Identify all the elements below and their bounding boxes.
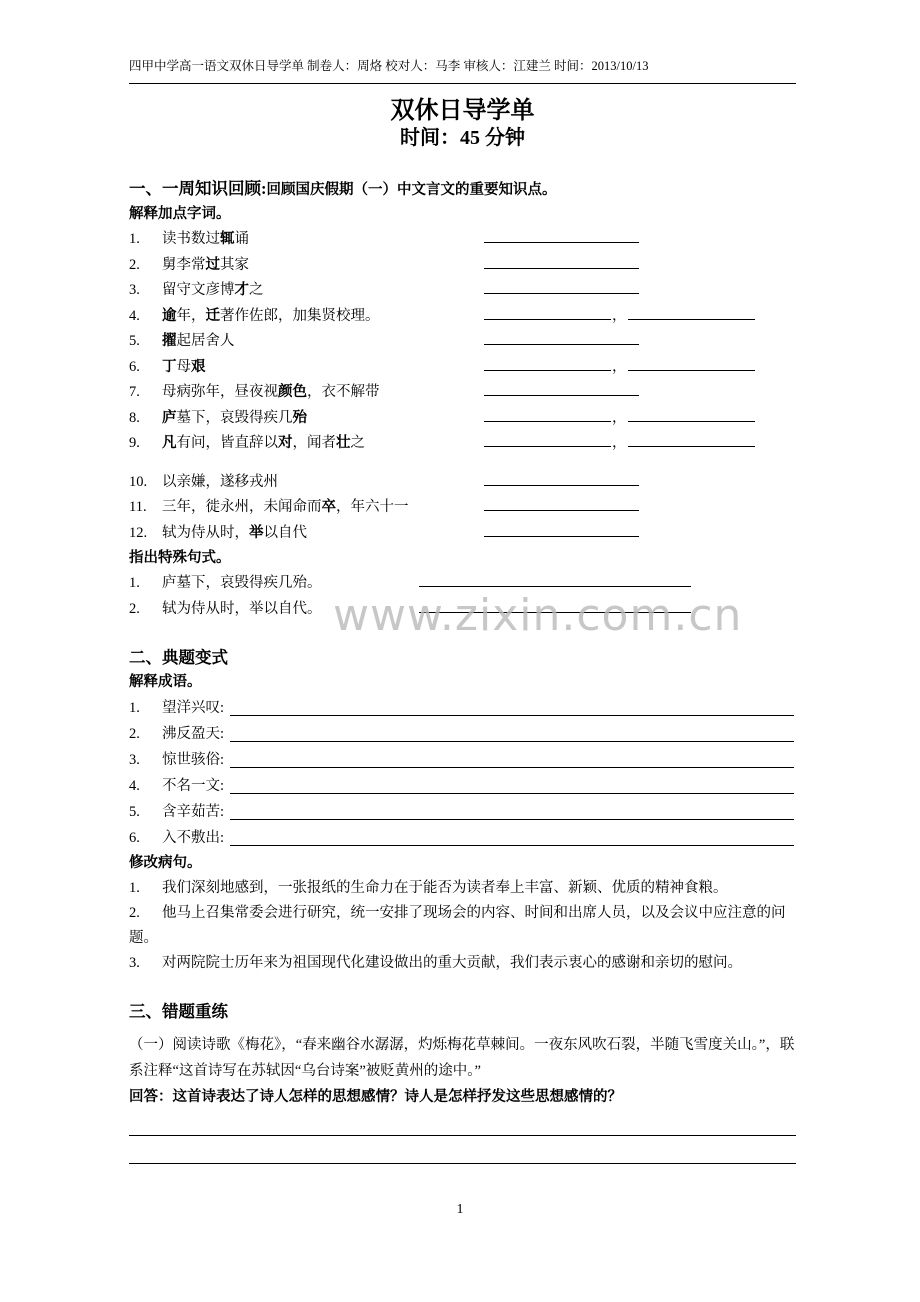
special-pattern-item — [129, 597, 796, 623]
special-item-text — [129, 571, 419, 597]
text-segment: 对 — [278, 435, 293, 451]
vocab-item-text — [129, 380, 484, 406]
item-number: 1. — [129, 700, 140, 716]
special-pattern-item — [129, 571, 796, 597]
answer-blank — [484, 228, 639, 243]
idiom-label: 入不敷出: — [162, 830, 225, 846]
title-block — [129, 96, 796, 151]
text-segment: 庐墓下，哀毁得疾几殆。 — [162, 575, 322, 591]
text-segment: 颜色 — [278, 384, 307, 400]
vocab-item-text — [129, 253, 484, 279]
idiom-item — [129, 799, 796, 825]
answer-blank — [484, 381, 639, 396]
special-pattern-list — [129, 571, 796, 622]
special-item-text — [129, 597, 419, 623]
answer-blank — [230, 715, 794, 716]
section1-desc: 回顾国庆假期（一）中文言文的重要知识点。 — [266, 182, 557, 198]
item-number: 3. — [129, 752, 140, 768]
document-page — [129, 56, 796, 1164]
answer-blank — [628, 356, 755, 371]
answer-blank — [419, 572, 691, 587]
answer-blank — [230, 767, 794, 768]
answer-blank — [230, 793, 794, 794]
text-segment: 之 — [249, 282, 264, 298]
vocab-item-text — [129, 406, 484, 432]
text-segment: 之 — [350, 435, 365, 451]
text-segment: 他马上召集常委会进行研究，统一安排了现场会的内容、时间和出席人员，以及会议中应注意的问题。 — [129, 905, 786, 946]
sentence-item — [129, 876, 796, 901]
answer-blank — [484, 305, 611, 320]
vocab-item-text — [129, 431, 484, 457]
item-number: 2. — [129, 905, 140, 921]
text-segment: 墓下，哀毁得疾几 — [176, 409, 293, 426]
item-number: 9. — [129, 435, 140, 451]
vocab-item — [129, 406, 796, 432]
text-segment: 丁 — [162, 358, 177, 375]
text-segment: 艰 — [191, 358, 206, 375]
idiom-label: 含辛茹苦: — [162, 804, 225, 820]
text-segment: 轼为侍从时， — [162, 524, 249, 541]
blank-separator: ， — [612, 409, 627, 426]
text-segment: 凡 — [162, 435, 177, 451]
text-segment: 起居舍人 — [176, 333, 235, 349]
vocab-item — [129, 355, 796, 381]
vocab-item-text — [129, 278, 484, 304]
answer-blank — [628, 305, 755, 320]
vocab-item-text — [129, 329, 484, 355]
text-segment: 逾 — [162, 307, 177, 324]
idiom-label: 惊世骇俗: — [162, 752, 225, 768]
text-segment: ，闻者 — [292, 435, 336, 451]
answer-blank — [484, 471, 639, 486]
answer-blank — [628, 432, 755, 447]
text-segment: 以自代 — [263, 524, 307, 541]
idiom-item — [129, 773, 796, 799]
idiom-label: 沸反盈天: — [162, 726, 225, 742]
vocab-item-text — [129, 304, 484, 330]
answer-blank — [628, 407, 755, 422]
text-segment: 擢 — [162, 333, 177, 349]
blank-separator: ， — [612, 307, 627, 324]
item-number: 8. — [129, 409, 140, 426]
answer-blank — [484, 432, 611, 447]
text-segment: 对两院院士历年来为祖国现代化建设做出的重大贡献，我们表示衷心的感谢和亲切的慰问。 — [162, 955, 742, 971]
idiom-item — [129, 747, 796, 773]
text-segment: 著作佐郎，加集贤校理。 — [220, 307, 380, 324]
item-number: 2. — [129, 726, 140, 742]
vocab-item — [129, 380, 796, 406]
text-segment: 三年，徙永州，未闻命而 — [162, 499, 322, 515]
item-number: 4. — [129, 778, 140, 794]
vocab-item — [129, 227, 796, 253]
text-segment: 迁 — [205, 307, 220, 324]
document-title: 双休日导学单 — [390, 98, 535, 124]
text-segment: 举 — [249, 524, 264, 541]
idiom-label: 不名一文: — [162, 778, 225, 794]
item-number: 2. — [129, 600, 140, 617]
answer-question: 回答：这首诗表达了诗人怎样的思想感情？诗人是怎样抒发这些思想感情的？ — [129, 1089, 622, 1105]
vocab-item — [129, 253, 796, 279]
vocab-item — [129, 329, 796, 355]
item-number: 10. — [129, 473, 148, 490]
vocab-item-text — [129, 495, 484, 521]
answer-blank — [230, 845, 794, 846]
idiom-list — [129, 695, 796, 851]
text-segment: 母 — [176, 358, 191, 375]
text-segment: 庐 — [162, 409, 177, 426]
vocab-item-text — [129, 227, 484, 253]
text-segment: 舅李常 — [162, 256, 206, 273]
idiom-item — [129, 695, 796, 721]
answer-blank — [484, 407, 611, 422]
item-number: 4. — [129, 307, 140, 324]
text-segment: 才 — [234, 282, 249, 298]
item-number: 3. — [129, 282, 140, 298]
answer-line — [129, 1136, 796, 1164]
text-segment: 我们深刻地感到，一张报纸的生命力在于能否为读者奉上丰富、新颖、优质的精神食粮。 — [162, 880, 728, 896]
text-segment: 其家 — [220, 256, 249, 273]
subhead-fix-sentences: 修改病句。 — [129, 855, 202, 871]
sentence-item — [129, 901, 796, 951]
text-segment: 年， — [176, 307, 206, 324]
section2-heading: 二、典题变式 — [129, 648, 228, 667]
item-number: 5. — [129, 804, 140, 820]
idiom-item — [129, 825, 796, 851]
idiom-item — [129, 721, 796, 747]
answer-blank — [484, 356, 611, 371]
item-number: 5. — [129, 333, 140, 349]
item-number: 7. — [129, 384, 140, 400]
text-segment: 过 — [205, 256, 220, 273]
vocab-item-text — [129, 521, 484, 547]
answer-blank — [484, 522, 639, 537]
item-number: 2. — [129, 256, 140, 273]
text-segment: 壮 — [336, 435, 351, 451]
answer-blank — [230, 741, 794, 742]
sentence-item — [129, 951, 796, 976]
vocab-item — [129, 304, 796, 330]
header-text: 四甲中学高一语文双休日导学单 制卷人：周烙 校对人：马李 审核人：江建兰 时间：2013/10/13 — [129, 59, 649, 73]
vocab-item — [129, 431, 796, 457]
text-segment: 轼为侍从时，举以自代。 — [162, 600, 322, 617]
answer-blank — [419, 598, 691, 613]
answer-blank — [484, 279, 639, 294]
section1-heading — [129, 177, 796, 202]
blank-separator: ， — [612, 435, 627, 451]
watermark: www.zixin.com.cn — [333, 590, 743, 641]
item-number: 1. — [129, 880, 140, 896]
item-number: 3. — [129, 955, 140, 971]
item-number: 1. — [129, 575, 140, 591]
vocab-item — [129, 278, 796, 304]
vocab-item-text — [129, 470, 484, 496]
vocab-item — [129, 470, 796, 496]
section1-label: 一、一周知识回顾: — [129, 179, 267, 198]
text-segment: 诵 — [234, 231, 249, 247]
text-segment: 留守文彦博 — [162, 282, 235, 298]
text-segment: ，衣不解带 — [307, 384, 380, 400]
vocab-item — [129, 495, 796, 521]
vocab-item-list — [129, 227, 796, 546]
text-segment: 卒 — [321, 499, 336, 515]
subhead-explain-idioms: 解释成语。 — [129, 674, 202, 690]
text-segment: ，年六十一 — [336, 499, 409, 515]
vocab-item — [129, 521, 796, 547]
text-segment: 有问，皆直辞以 — [176, 435, 278, 451]
text-segment: 母病弥年，昼夜视 — [162, 384, 278, 400]
item-number: 6. — [129, 830, 140, 846]
poem-reading-paragraph: （一）阅读诗歌《梅花》，“春来幽谷水潺潺，灼烁梅花草棘间。一夜东风吹石裂，半随飞雪度关山。”，联系注释“这首诗写在苏轼因“乌台诗案”被贬黄州的途中。” — [129, 1037, 795, 1079]
section3-heading: 三、错题重练 — [129, 1002, 228, 1021]
document-subtitle: 时间：45 分钟 — [400, 127, 525, 149]
answer-blank — [484, 330, 639, 345]
subhead-special-patterns: 指出特殊句式。 — [129, 550, 231, 566]
answer-blank — [230, 819, 794, 820]
answer-line — [129, 1120, 796, 1136]
sentence-list — [129, 876, 796, 976]
blank-separator: ， — [612, 358, 627, 375]
answer-blank — [484, 496, 639, 511]
item-number: 11. — [129, 499, 147, 515]
document-header — [129, 56, 796, 84]
text-segment: 辄 — [220, 231, 235, 247]
text-segment: 殆 — [292, 409, 307, 426]
text-segment: 以亲嫌，遂移戎州 — [162, 473, 278, 490]
answer-blank — [484, 254, 639, 269]
subhead-explain-words: 解释加点字词。 — [129, 206, 231, 222]
text-segment: 读书数过 — [162, 231, 220, 247]
vocab-item-text — [129, 355, 484, 381]
idiom-label: 望洋兴叹: — [162, 700, 225, 716]
item-number: 1. — [129, 231, 140, 247]
item-number: 6. — [129, 358, 140, 375]
page-number: 1 — [456, 1202, 464, 1217]
item-number: 12. — [129, 524, 148, 541]
answer-area — [129, 1120, 796, 1164]
